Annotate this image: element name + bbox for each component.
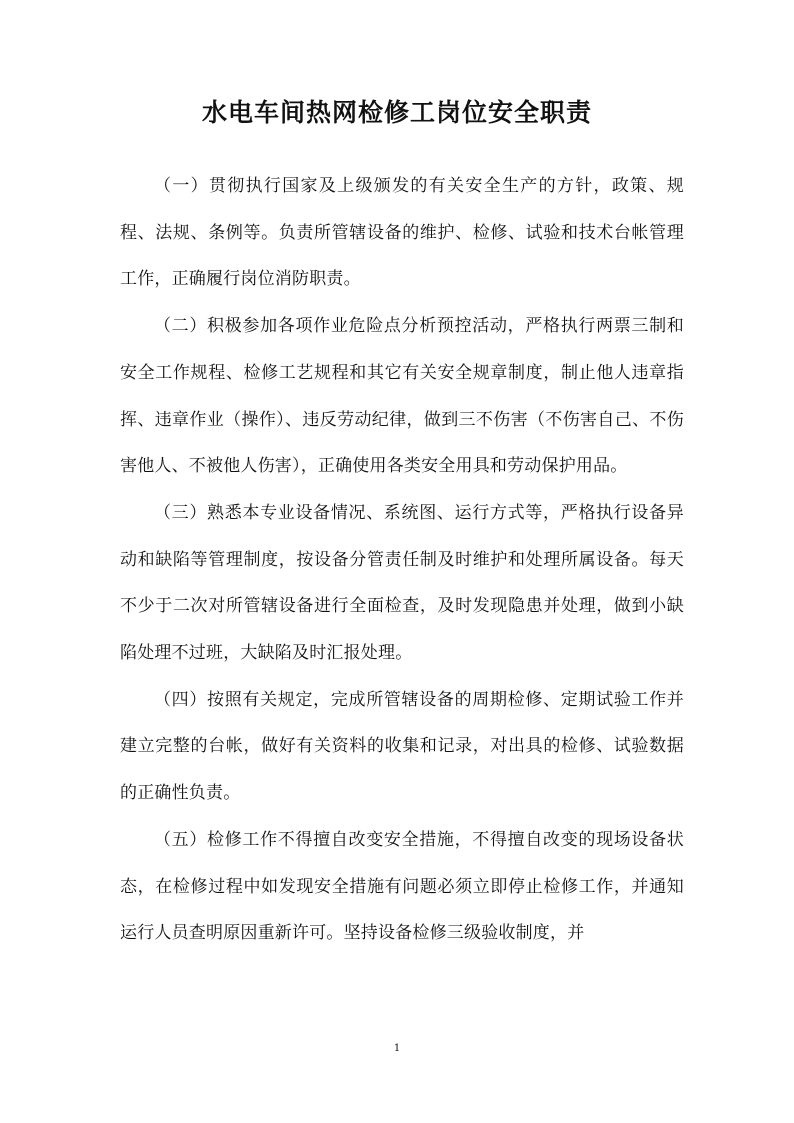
paragraph-4: （四）按照有关规定，完成所管辖设备的周期检修、定期试验工作并建立完整的台帐，做好有关资料的收集和记录，对出具的检修、试验数据的正确性负责。 — [120, 689, 684, 804]
page-number: 1 — [393, 1043, 401, 1054]
paragraph-2: （二）积极参加各项作业危险点分析预控活动，严格执行两票三制和安全工作规程、检修工艺规程和其它有关安全规章制度，制止他人违章指挥、违章作业（操作）、违反劳动纪律，做到三不伤害（不伤害自己、不伤害他人、不被他人伤害），正确使用各类安全用具和劳动保护用品。 — [120, 316, 684, 477]
paragraph-3: （三）熟悉本专业设备情况、系统图、运行方式等，严格执行设备异动和缺陷等管理制度，按设备分管责任制及时维护和处理所属设备。每天不少于二次对所管辖设备进行全面检查，及时发现隐患并处理，做到小缺陷处理不过班，大缺陷及时汇报处理。 — [120, 502, 684, 664]
document-title: 水电车间热网检修工岗位安全职责 — [201, 98, 592, 127]
paragraph-1: （一）贯彻执行国家及上级颁发的有关安全生产的方针，政策、规程、法规、条例等。负责所管辖设备的维护、检修、试验和技术台帐管理工作，正确履行岗位消防职责。 — [120, 176, 684, 290]
document-body — [120, 163, 684, 957]
paragraph-5: （五）检修工作不得擅自改变安全措施，不得擅自改变的现场设备状态，在检修过程中如发现安全措施有问题必须立即停止检修工作，并通知运行人员查明原因重新许可。坚持设备检修三级验收制度，并 — [120, 829, 684, 944]
